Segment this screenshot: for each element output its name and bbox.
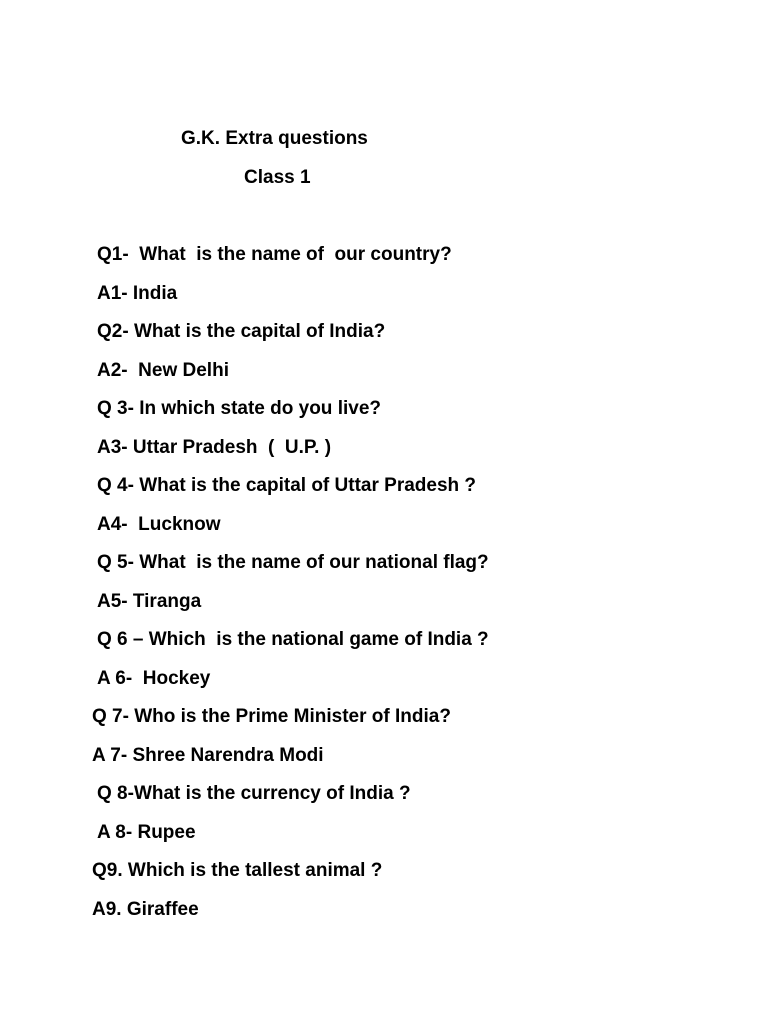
question-9: Q9. Which is the tallest animal ? <box>92 860 383 881</box>
question-3: Q 3- In which state do you live? <box>97 398 381 419</box>
answer-5: A5- Tiranga <box>97 591 202 612</box>
document-subtitle: Class 1 <box>244 167 311 188</box>
answer-9: A9. Giraffee <box>92 899 199 920</box>
answer-2: A2- New Delhi <box>97 360 229 381</box>
answer-4: A4- Lucknow <box>97 514 221 535</box>
document-title: G.K. Extra questions <box>181 128 368 149</box>
answer-6: A 6- Hockey <box>97 668 211 689</box>
question-5: Q 5- What is the name of our national flag? <box>97 552 489 573</box>
answer-1: A1- India <box>97 283 178 304</box>
answer-3: A3- Uttar Pradesh ( U.P. ) <box>97 437 332 458</box>
question-7: Q 7- Who is the Prime Minister of India? <box>92 706 451 727</box>
question-4: Q 4- What is the capital of Uttar Pradesh ? <box>97 475 477 496</box>
question-1: Q1- What is the name of our country? <box>97 244 452 265</box>
question-6: Q 6 – Which is the national game of India ? <box>97 629 489 650</box>
answer-7: A 7- Shree Narendra Modi <box>92 745 324 766</box>
question-2: Q2- What is the capital of India? <box>97 321 386 342</box>
answer-8: A 8- Rupee <box>97 822 196 843</box>
question-8: Q 8-What is the currency of India ? <box>97 783 411 804</box>
